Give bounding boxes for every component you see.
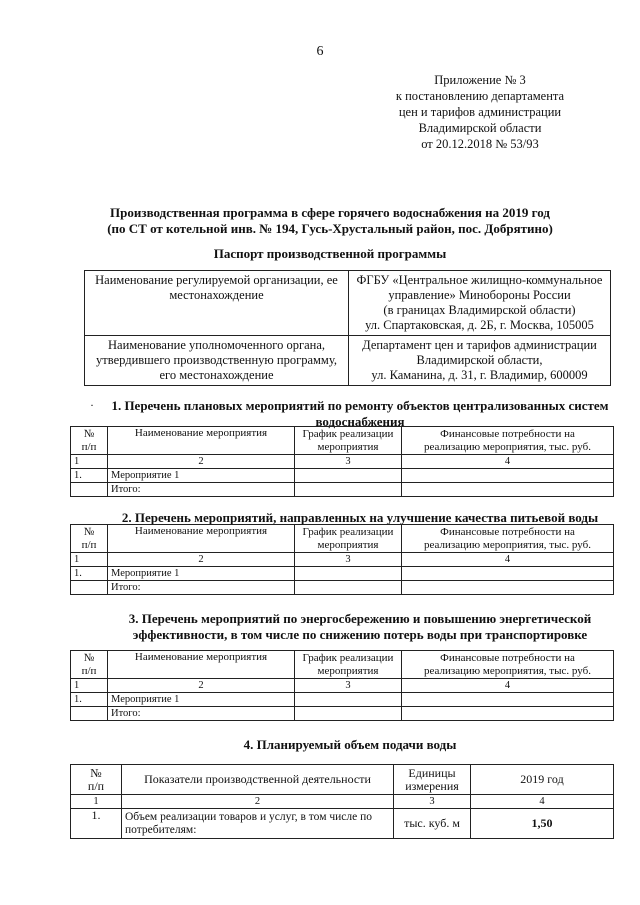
activities-table-3 (70, 650, 614, 721)
table-row: Итого: (71, 707, 614, 721)
appendix-line: Приложение № 3 (434, 73, 526, 87)
passport-value: ФГБУ «Центральное жилищно-коммунальное управление» Минобороны России (в границах Владимирской области) ул. Спартаковская, д. 2Б, г. Москва, 105005 (349, 271, 611, 336)
table-row: 1. Объем реализации товаров и услуг, в том числе по потребителям: тыс. куб. м 1,50 (71, 809, 614, 839)
supply-value: 1,50 (471, 809, 614, 839)
supply-table (70, 764, 614, 839)
section-3-title: 3. Перечень мероприятий по энергосбережению и повышению энергетической эффективности, в том числе по снижению потерь воды при транспортировке (128, 611, 592, 642)
bullet-mark: · (90, 398, 94, 412)
appendix-line: к постановлению департамента (395, 89, 565, 103)
table-row (85, 271, 611, 336)
appendix-line: цен и тарифов администрации (398, 105, 562, 119)
title-line: Производственная программа в сфере горячего водоснабжения на 2019 год (110, 205, 550, 220)
section-2-title: 2. Перечень мероприятий, направленных на улучшение качества питьевой воды (121, 510, 599, 525)
table-header-row: № п/п Наименование мероприятия График реализации мероприятия Финансовые потребности на реализацию мероприятия, тыс. руб. (71, 427, 614, 455)
activities-table-2 (70, 524, 614, 595)
passport-label: Наименование уполномоченного органа, утвердившего производственную программу, его местонахождение (85, 336, 349, 386)
activities-table-1 (70, 426, 614, 497)
table-header-row: № п/п Наименование мероприятия График реализации мероприятия Финансовые потребности на реализацию мероприятия, тыс. руб. (71, 525, 614, 553)
appendix-block (360, 72, 600, 152)
table-row (85, 336, 611, 386)
supply-title: 4. Планируемый объем подачи воды (243, 737, 457, 752)
passport-label: Наименование регулируемой организации, ее местонахождение (85, 271, 349, 336)
table-row: Итого: (71, 581, 614, 595)
passport-table (84, 270, 611, 386)
passport-heading: Паспорт производственной программы (213, 246, 447, 261)
passport-value: Департамент цен и тарифов администрации Владимирской области, ул. Каманина, д. 31, г. Владимир, 600009 (349, 336, 611, 386)
table-row: 1. Мероприятие 1 (71, 469, 614, 483)
table-row: 1. Мероприятие 1 (71, 567, 614, 581)
section-1-title: 1. Перечень плановых мероприятий по ремонту объектов централизованных систем водоснабжения (111, 398, 609, 429)
appendix-line: Владимирской области (418, 121, 542, 135)
table-header-row: № п/п Наименование мероприятия График реализации мероприятия Финансовые потребности на реализацию мероприятия, тыс. руб. (71, 651, 614, 679)
table-row: 1 2 3 4 (71, 455, 614, 469)
appendix-line: от 20.12.2018 № 53/93 (421, 137, 539, 151)
page-number: 6 (316, 44, 324, 59)
table-header-row: № п/п Показатели производственной деятельности Единицы измерения 2019 год (71, 765, 614, 795)
table-row: Итого: (71, 483, 614, 497)
table-row: 1 2 3 4 (71, 553, 614, 567)
table-row: 1. Мероприятие 1 (71, 693, 614, 707)
table-row: 1 2 3 4 (71, 795, 614, 809)
title-line: (по СТ от котельной инв. № 194, Гусь-Хрустальный район, пос. Добрятино) (107, 221, 553, 236)
table-row: 1 2 3 4 (71, 679, 614, 693)
document-title (60, 205, 600, 237)
